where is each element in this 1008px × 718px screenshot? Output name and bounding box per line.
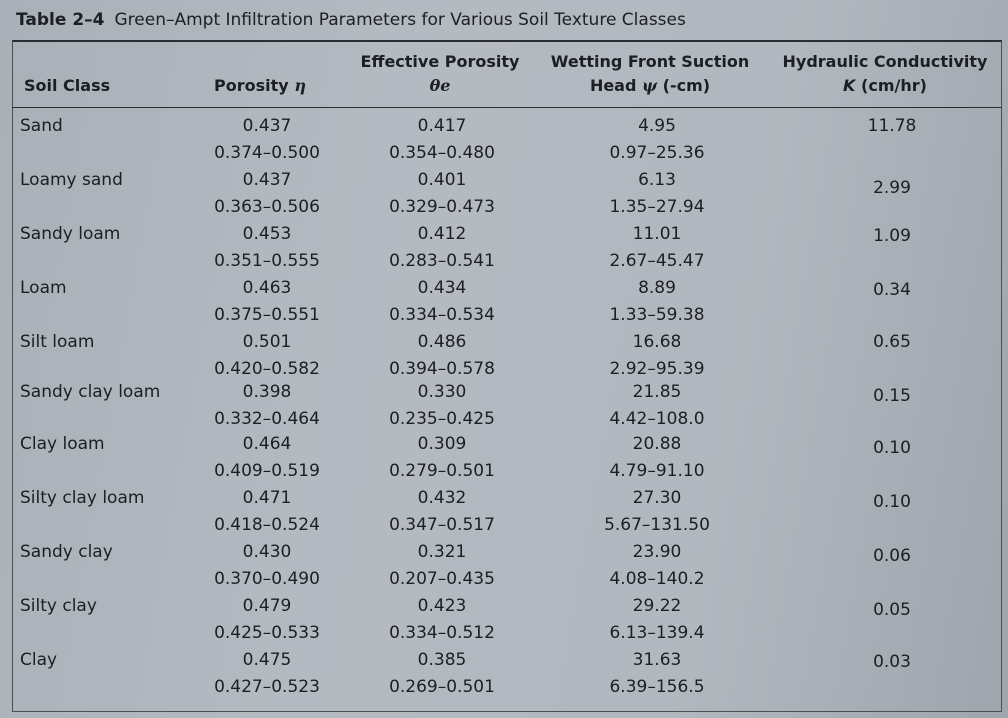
- suction-head-value: 8.89: [638, 278, 676, 298]
- suction-head-range: 2.92–95.39: [609, 359, 705, 379]
- table-label: Table 2–4: [16, 10, 105, 30]
- header-wetting-front: [545, 50, 755, 98]
- suction-head-cell: [572, 539, 742, 593]
- conductivity-symbol: K: [843, 76, 856, 95]
- soil-class-cell: Loam: [20, 278, 67, 298]
- effective-porosity-cell: [367, 485, 517, 539]
- header-hydraulic-unit: (cm/hr): [855, 76, 927, 95]
- porosity-range: 0.374–0.500: [214, 143, 320, 163]
- effective-porosity-value: 0.412: [417, 224, 467, 244]
- effective-porosity-value: 0.321: [417, 542, 467, 562]
- suction-head-cell: [572, 329, 742, 383]
- table-row: [12, 539, 1002, 593]
- soil-class-cell: Sandy clay loam: [20, 382, 161, 402]
- porosity-value: 0.463: [242, 278, 292, 298]
- table-row: [12, 221, 1002, 275]
- porosity-range: 0.420–0.582: [214, 359, 320, 379]
- header-soil-class-label: Soil Class: [24, 76, 111, 95]
- suction-head-range: 6.39–156.5: [609, 677, 705, 697]
- suction-head-range: 6.13–139.4: [609, 623, 705, 643]
- header-wetting-front-head: Head: [589, 76, 642, 95]
- hydraulic-conductivity-cell: 0.10: [873, 438, 911, 458]
- hydraulic-conductivity-cell: 2.99: [873, 178, 911, 198]
- porosity-value: 0.475: [242, 650, 292, 670]
- porosity-value: 0.398: [242, 382, 292, 402]
- effective-porosity-value: 0.486: [417, 332, 467, 352]
- porosity-range: 0.427–0.523: [214, 677, 320, 697]
- effective-porosity-cell: [367, 647, 517, 701]
- table-row: [12, 329, 1002, 383]
- hydraulic-conductivity-cell: 0.10: [873, 492, 911, 512]
- header-hydraulic-line2: [780, 74, 990, 98]
- table-row: [12, 275, 1002, 329]
- effective-porosity-value: 0.401: [417, 170, 467, 190]
- suction-head-cell: [572, 167, 742, 221]
- suction-head-value: 31.63: [632, 650, 682, 670]
- suction-head-cell: [572, 593, 742, 647]
- soil-class-cell: Clay loam: [20, 434, 105, 454]
- effective-porosity-value: 0.417: [417, 116, 467, 136]
- effective-porosity-value: 0.385: [417, 650, 467, 670]
- table-row: [12, 485, 1002, 539]
- suction-head-cell: [572, 275, 742, 329]
- header-wetting-front-line2: [545, 74, 755, 98]
- header-wetting-front-unit: (-cm): [657, 76, 711, 95]
- effective-porosity-range: 0.334–0.512: [389, 623, 495, 643]
- effective-porosity-range: 0.283–0.541: [389, 251, 495, 271]
- header-effective-porosity-label: Effective Porosity: [360, 52, 520, 71]
- hydraulic-conductivity-cell: 0.65: [873, 332, 911, 352]
- porosity-range: 0.363–0.506: [214, 197, 320, 217]
- porosity-value: 0.501: [242, 332, 292, 352]
- effective-porosity-cell: [367, 593, 517, 647]
- hydraulic-conductivity-cell: 1.09: [873, 226, 911, 246]
- porosity-range: 0.370–0.490: [214, 569, 320, 589]
- effective-porosity-cell: [367, 113, 517, 167]
- header-effective-porosity: [355, 50, 525, 98]
- suction-head-value: 4.95: [638, 116, 676, 136]
- effective-porosity-cell: [367, 167, 517, 221]
- effective-porosity-cell: [367, 221, 517, 275]
- soil-class-cell: Sand: [20, 116, 63, 136]
- porosity-range: 0.375–0.551: [214, 305, 320, 325]
- porosity-range: 0.351–0.555: [214, 251, 320, 271]
- suction-head-cell: [572, 221, 742, 275]
- porosity-range: 0.425–0.533: [214, 623, 320, 643]
- soil-class-cell: Sandy clay: [20, 542, 113, 562]
- effective-porosity-cell: [367, 539, 517, 593]
- porosity-cell: [192, 329, 342, 383]
- suction-head-range: 5.67–131.50: [604, 515, 710, 535]
- effective-porosity-value: 0.423: [417, 596, 467, 616]
- effective-porosity-value: 0.309: [417, 434, 467, 454]
- hydraulic-conductivity-cell: 0.15: [873, 386, 911, 406]
- effective-porosity-range: 0.334–0.534: [389, 305, 495, 325]
- suction-head-range: 4.42–108.0: [609, 409, 705, 429]
- porosity-cell: [192, 485, 342, 539]
- porosity-value: 0.437: [242, 170, 292, 190]
- effective-porosity-range: 0.394–0.578: [389, 359, 495, 379]
- header-hydraulic-conductivity: [780, 50, 990, 98]
- effective-porosity-value: 0.434: [417, 278, 467, 298]
- header-porosity: [190, 74, 330, 98]
- suction-head-value: 29.22: [632, 596, 682, 616]
- header-divider: [12, 107, 1002, 108]
- porosity-value: 0.430: [242, 542, 292, 562]
- suction-head-range: 4.79–91.10: [609, 461, 705, 481]
- porosity-cell: [192, 167, 342, 221]
- effective-porosity-cell: [367, 275, 517, 329]
- effective-porosity-symbol: θe: [429, 76, 451, 95]
- effective-porosity-range: 0.329–0.473: [389, 197, 495, 217]
- porosity-value: 0.437: [242, 116, 292, 136]
- porosity-cell: [192, 647, 342, 701]
- soil-class-cell: Clay: [20, 650, 58, 670]
- suction-head-value: 27.30: [632, 488, 682, 508]
- porosity-symbol: η: [294, 76, 306, 95]
- effective-porosity-value: 0.330: [417, 382, 467, 402]
- suction-head-range: 0.97–25.36: [609, 143, 705, 163]
- porosity-cell: [192, 221, 342, 275]
- header-soil-class: [24, 74, 110, 98]
- porosity-range: 0.409–0.519: [214, 461, 320, 481]
- porosity-cell: [192, 113, 342, 167]
- table-row: [12, 647, 1002, 701]
- porosity-cell: [192, 379, 342, 433]
- suction-head-value: 21.85: [632, 382, 682, 402]
- suction-head-cell: [572, 379, 742, 433]
- effective-porosity-range: 0.347–0.517: [389, 515, 495, 535]
- suction-head-value: 11.01: [632, 224, 682, 244]
- hydraulic-conductivity-cell: 0.34: [873, 280, 911, 300]
- porosity-range: 0.332–0.464: [214, 409, 320, 429]
- porosity-value: 0.453: [242, 224, 292, 244]
- effective-porosity-cell: [367, 431, 517, 485]
- table-row: [12, 383, 1002, 437]
- suction-head-value: 16.68: [632, 332, 682, 352]
- table-caption: [16, 10, 686, 30]
- porosity-value: 0.479: [242, 596, 292, 616]
- effective-porosity-range: 0.235–0.425: [389, 409, 495, 429]
- suction-head-range: 4.08–140.2: [609, 569, 705, 589]
- table-row: [12, 431, 1002, 485]
- suction-head-cell: [572, 485, 742, 539]
- hydraulic-conductivity-cell: 0.03: [873, 652, 911, 672]
- table-row: [12, 593, 1002, 647]
- soil-class-cell: Sandy loam: [20, 224, 121, 244]
- suction-head-cell: [572, 113, 742, 167]
- suction-head-cell: [572, 431, 742, 485]
- porosity-cell: [192, 275, 342, 329]
- porosity-value: 0.471: [242, 488, 292, 508]
- header-porosity-label: Porosity: [214, 76, 289, 95]
- hydraulic-conductivity-cell: 0.06: [873, 546, 911, 566]
- soil-class-cell: Silt loam: [20, 332, 95, 352]
- porosity-range: 0.418–0.524: [214, 515, 320, 535]
- suction-head-range: 2.67–45.47: [609, 251, 705, 271]
- effective-porosity-range: 0.279–0.501: [389, 461, 495, 481]
- soil-class-cell: Silty clay loam: [20, 488, 145, 508]
- hydraulic-conductivity-cell: 11.78: [867, 116, 917, 136]
- suction-head-value: 6.13: [638, 170, 676, 190]
- porosity-cell: [192, 431, 342, 485]
- table-title: Green–Ampt Infiltration Parameters for Various Soil Texture Classes: [114, 10, 686, 30]
- suction-head-range: 1.35–27.94: [609, 197, 705, 217]
- suction-head-value: 23.90: [632, 542, 682, 562]
- soil-class-cell: Loamy sand: [20, 170, 123, 190]
- porosity-value: 0.464: [242, 434, 292, 454]
- table-row: [12, 167, 1002, 221]
- soil-class-cell: Silty clay: [20, 596, 97, 616]
- porosity-cell: [192, 539, 342, 593]
- effective-porosity-value: 0.432: [417, 488, 467, 508]
- effective-porosity-range: 0.207–0.435: [389, 569, 495, 589]
- effective-porosity-cell: [367, 329, 517, 383]
- header-hydraulic-line1: Hydraulic Conductivity: [782, 52, 988, 71]
- suction-symbol: ψ: [642, 76, 658, 95]
- porosity-cell: [192, 593, 342, 647]
- effective-porosity-range: 0.269–0.501: [389, 677, 495, 697]
- effective-porosity-range: 0.354–0.480: [389, 143, 495, 163]
- suction-head-value: 20.88: [632, 434, 682, 454]
- hydraulic-conductivity-cell: 0.05: [873, 600, 911, 620]
- suction-head-range: 1.33–59.38: [609, 305, 705, 325]
- effective-porosity-cell: [367, 379, 517, 433]
- header-wetting-front-line1: Wetting Front Suction: [550, 52, 750, 71]
- suction-head-cell: [572, 647, 742, 701]
- table-row: [12, 113, 1002, 167]
